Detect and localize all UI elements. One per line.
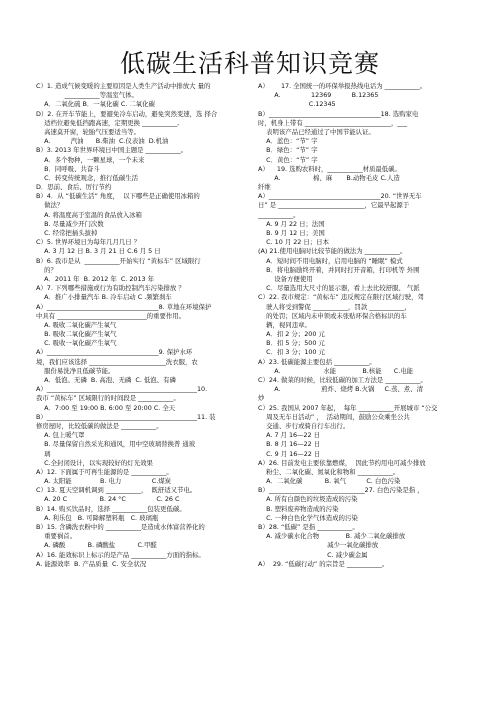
question-line: B）14. 购买饮品时，选择 ___________包装更低碳。 xyxy=(36,504,186,513)
question-line: 时，机身上带有 ___________________________，___ xyxy=(258,118,408,127)
question-line: A. 9 月 22 日；法国 xyxy=(258,219,325,228)
question-line: 重要祸首。 xyxy=(36,532,77,541)
question-line: C）24. 做菜的时候，比较低碳的加工方法是 ___________。 xyxy=(258,376,427,384)
question-line: A） 29. “低碳行动” 的宗旨是 ___________。 xyxy=(258,559,389,568)
question-line: A. 所有白颜色的垃圾造成的污染 xyxy=(258,495,358,504)
left-column xyxy=(36,82,258,569)
question-line: A）_______________________________________________10. xyxy=(36,385,208,394)
question-line: A. 煎炸、烧烤 B.火锅 C.蒸、煮、清 xyxy=(258,385,423,394)
question-line: 粉尘、二氧化碳、氮氧化和物和 ___________。 xyxy=(258,467,400,476)
question-line: 减少一氧化碳排放 xyxy=(258,541,379,550)
question-line: 辆，视同违章。 xyxy=(258,320,311,329)
question-line: A. 将温度高于室温的食品放入冰箱 xyxy=(36,210,142,219)
question-line: A. 汽油 B.柴油 C.仪表油 D.机油 xyxy=(36,137,169,146)
question-line: C. 一种白色化学气体造成的污染 xyxy=(258,513,358,522)
question-line: A．短时间不用电脑时，启用电脑的 “睡眠” 模式 xyxy=(258,256,403,265)
question-line: A） 17. 全国统一的环保举报热线电话为 ___________。 xyxy=(258,82,427,90)
question-line: ___________等温室气体。 xyxy=(36,91,138,100)
question-line: B．绿色：“节” 字 xyxy=(258,146,318,155)
question-line: B. 9 月 12 日；美国 xyxy=(258,229,325,237)
question-line: A. 棉、麻 B.动物毛皮 C.人造 xyxy=(258,173,400,182)
question-line: B）___________________________________18. 选购家电 xyxy=(258,109,419,118)
question-line: A）12. 下面属于可再生能源的是 ___________。 xyxy=(36,467,173,476)
question-line: C．尽量选用大尺寸的显示器，看上去比较舒服、 气派 xyxy=(258,284,420,293)
question-line: C）1. 造成气候变暖的主要原因是人类生产活动中排放大 量的 xyxy=(36,82,211,90)
question-line: A. 水能 B.核能 C.电能 xyxy=(258,366,414,375)
question-line: A. 包上暖气罩 xyxy=(36,431,85,440)
question-line: A. 12369 B.12365 xyxy=(258,91,379,100)
question-line: B．扣 5 分；500 元 xyxy=(258,339,325,348)
question-line: C. 经常把插头拔掉 xyxy=(36,229,98,237)
question-line: B）3. 2013 年世界环境日中国主题是 ___________。 xyxy=(36,146,188,155)
question-line: 中具有 ____________________________的重要作用。 xyxy=(36,311,186,320)
question-line: C.全封闭设计，以实现较好的灯光效果 xyxy=(36,458,153,467)
question-line: 服份易洗净且低碳节能。 xyxy=(36,366,115,375)
question-line: B．同呼吸、共奋斗 xyxy=(36,164,100,173)
question-line: C. 9 月 16—22 日 xyxy=(258,449,321,458)
question-line: C．扣 3 分；100 元 xyxy=(258,348,325,357)
question-line: (A) 21.使用电脑时比较节能的做法为 ___________。 xyxy=(258,247,407,256)
question-line: 日” 是 ___________________________，它最早起源于 xyxy=(258,201,410,210)
question-line: A. 吸收二氧化碳产生氧气 xyxy=(36,320,117,329)
question-line: 璃 xyxy=(36,449,51,458)
question-line: C．转变传统观念，推行低碳生活 xyxy=(36,173,139,182)
question-line: C. 吸收一氧化碳产生氧气 xyxy=(36,339,117,348)
question-line: A）___________________________________20. “世界无车 xyxy=(258,192,422,201)
question-line: 表明该产品已经通过了中国节能认证。 xyxy=(258,127,375,136)
question-line: B. 塑料废弃物造成的污染 xyxy=(258,504,339,513)
question-line: A. 减少碳水化合物 B. 减少二氧化碳排放 xyxy=(258,532,406,541)
question-line: B. 吸收二氧化碳产生氧气 xyxy=(36,330,117,339)
question-line: A．多个物种，一颗星球，一个未来 xyxy=(36,155,145,164)
question-line: A. 磷酸 B. 磷酸盐 C.甲醛 xyxy=(36,541,157,550)
question-line: 我市 “黄标车” 区域限行的时间段是 ___________。 xyxy=(36,394,180,403)
question-line: A. 利乐包 B. 可降解塑料瓶 C. 玻璃瓶 xyxy=(36,513,159,522)
question-line: A）23. 低碳能源主要包括 ___________。 xyxy=(258,357,376,366)
question-line: C）13. 夏天空调机调到 ___________， 既舒适又节电。 xyxy=(36,486,197,495)
question-line: C）5. 世界环境日为每年几月几日 ？ xyxy=(36,238,141,247)
question-line: A）___________________________________9. 保护水环 xyxy=(36,348,193,357)
question-line: A） 19. 选购农料时，___________材质最低碳。 xyxy=(258,164,401,173)
question-line: A．低泡、无磷 B. 高泡、无磷 C. 低泡、有磷 xyxy=(36,376,176,384)
question-line: B）4．从 “低碳生活” 角度， 以下哪些是正确使用冰箱的 xyxy=(36,192,200,201)
question-line: A．二氧化碳 B. 氧气 C. 白色污染 xyxy=(258,477,401,486)
question-line: A）16. 能效标识上标示的是产品 ___________方面的指标。 xyxy=(36,550,205,559)
question-line: 周及无车日活动” ， 活动期间，鼓励公众乘坐公共 xyxy=(258,412,410,421)
question-line: B）______________________________27. 白色污染是指 ， xyxy=(258,486,424,495)
question-line: 修房屋时，比较低碳的做法是 ___________。 xyxy=(36,421,163,430)
question-line: 高速莫开窗，轮胎气压要适当等。 xyxy=(36,127,140,136)
question-line: C）22. 我市规定：“黄标车” 违反规定在限行区域行驶，驾 xyxy=(258,293,424,302)
question-line: A．推广小排量汽车 B. 冷车启动 C .频繁刹车 xyxy=(36,293,172,302)
question-line: 境，我们应该选择 ________________________洗衣服，农 xyxy=(36,357,198,366)
question-line: C）25. 我国从 2007 年起， 每年 ___________开展城市 “公交 xyxy=(258,403,438,412)
question-line: B. 尽量减少开门次数 xyxy=(36,219,104,228)
question-line: A. 太阳能 B. 电力 C.煤炭 xyxy=(36,477,172,486)
page-title: 低碳生活科普知识竞赛 xyxy=(119,49,380,78)
question-line: A．蓝色：“节” 字 xyxy=(258,137,318,146)
question-line: A．扣 2 分；200 元 xyxy=(258,330,325,339)
question-line: 的处罚；区域内未申领或未张贴环保合格标识的车 xyxy=(258,311,407,320)
question-line: A．2011 年 B. 2012 年 C. 2013 年 xyxy=(36,274,155,283)
question-line: A）7. 下列哪些措施或行为有助控制汽车污染排放 ？ xyxy=(36,284,185,293)
question-line: A. 7 月 16—22 日 xyxy=(258,431,321,440)
question-line: B. 8 月 16—22 日 xyxy=(258,440,321,449)
question-line: A）___________________________________8. 草地在环境保护 xyxy=(36,302,212,311)
question-line: 设备方便使用 xyxy=(258,274,313,283)
question-line: B）28. “低碳” 是指 ___________。 xyxy=(258,523,359,531)
question-line: 纤维 xyxy=(258,183,271,192)
question-line: ___________。 xyxy=(258,210,300,219)
question-line: C．黄色：“节” 字 xyxy=(258,155,318,164)
question-line: 炒 xyxy=(258,394,265,403)
question-line: A. 3 月 12 日 B. 3 月 21 日 C.6 月 5 日 xyxy=(36,247,161,256)
question-line: A）26. 目前发电主要依靠燃煤， 因此节约用电可减少排放 xyxy=(258,458,426,467)
question-line: A. 能源效率 B. 产品质量 C. 安全状况 xyxy=(36,559,147,568)
question-line: 驶人将受到警促 ___________，罚款 ___________， xyxy=(258,302,411,311)
question-line: B）6. 我市是从 ___________开始实行 “黄标车” 区域限行 xyxy=(36,256,201,265)
question-line: A．二氧化硫 B．一氧化碳 C. 二氧化碳 xyxy=(36,100,155,109)
question-line: C. 10 月 22 日；日本 xyxy=(258,238,329,247)
question-line: B）15. 含磷洗衣粉中的 ___________是造成水体富营养化的 xyxy=(36,523,205,531)
question-line: A. 20 C B. 24 °C C. 26 C xyxy=(36,495,180,504)
question-line: B）_______________________________________________11. 装 xyxy=(36,412,216,421)
question-line: D）2. 在开车节能上，要避免冷车启动，避免突然变速，选 择合 xyxy=(36,109,218,118)
question-line: B．将电脑励终开着，并同时打开音箱，打印机等 外围 xyxy=(258,265,420,274)
question-line: 做法？ xyxy=(36,201,64,210)
question-line: 的？ xyxy=(36,265,57,274)
question-line: 交通、步行或骑自行车出行。 xyxy=(258,421,350,430)
question-line: C.12345 xyxy=(258,100,336,109)
question-line: C. 减少碳金属 xyxy=(258,550,368,559)
question-line: D．思前、食后、厉行节约 xyxy=(36,183,112,192)
question-line: B. 尽量保留自然采光和通风，用中空玻璃替换普 通玻 xyxy=(36,440,196,449)
right-column xyxy=(258,82,472,569)
question-line: 适档位避免低挡跑高速，定期更换 ___________, xyxy=(36,118,180,127)
question-line: A．7:00 至 19:00 B. 6:00 至 20:00 C. 全天 xyxy=(36,403,176,412)
